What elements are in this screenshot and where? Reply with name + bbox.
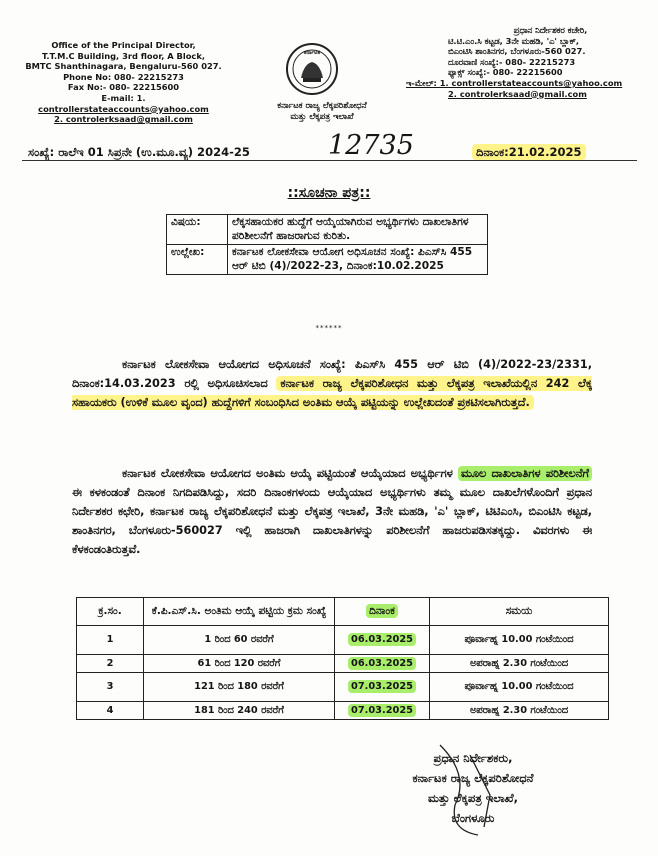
- office-email-kn-2: 2. controlerksaad@gmail.com: [448, 88, 587, 99]
- reference-key: ಉಲ್ಲೇಖ:: [167, 245, 228, 275]
- cell-time: ಪೂರ್ವಾಹ್ನ 10.00 ಗಂಟೆಯಿಂದ: [430, 626, 609, 655]
- separator-stars: ******: [315, 324, 343, 332]
- office-address-line: BMTC Shanthinagara, Bengaluru-560 027.: [25, 61, 222, 72]
- paragraph-text: ಕರ್ನಾಟಕ ಲೋಕಸೇವಾ ಆಯೋಗದ ಅಂತಿಮ ಆಯ್ಕೆ ಪಟ್ಟಿಯಂತೆ ಆಯ್ಕೆಯಾದ ಅಭ್ಯರ್ಥಿಗಳ: [122, 467, 458, 480]
- department-line: ಮತ್ತು ಲೆಕ್ಕಪತ್ರ ಇಲಾಖೆ: [290, 112, 354, 122]
- schedule-table: [76, 597, 609, 720]
- office-name: Office of the Principal Director,: [51, 40, 196, 50]
- cell-time: ಪೂರ್ವಾಹ್ನ 10.00 ಗಂಟೆಯಿಂದ: [430, 673, 609, 702]
- office-address-kn: ಬಿಎಂಟಿಸಿ ಶಾಂತಿನಗರ, ಬೆಂಗಳೂರು-560 027.: [448, 46, 586, 57]
- cell-range: 1 ರಿಂದ 60 ರವರೆಗೆ: [144, 626, 335, 655]
- handwritten-number: 12735: [328, 130, 414, 161]
- table-row: [77, 655, 609, 673]
- table-header-row: [77, 598, 609, 626]
- letter-date-value: ದಿನಾಂಕ:21.02.2025: [472, 144, 586, 160]
- divider: [22, 160, 637, 161]
- letterhead-kannada: [406, 25, 653, 99]
- col-range: ಕೆ.ಪಿ.ಎಸ್.ಸಿ. ಅಂತಿಮ ಆಯ್ಕೆ ಪಟ್ಟಿಯ ಕ್ರಮ ಸಂಖ್ಯೆ: [144, 598, 335, 626]
- office-email-label: E-mail: 1.: [101, 92, 146, 103]
- department-name: [262, 101, 382, 123]
- cell-date: 07.03.2025: [335, 673, 430, 702]
- cell-date: 06.03.2025: [335, 655, 430, 673]
- cell-time: ಅಪರಾಹ್ನ 2.30 ಗಂಟೆಯಿಂದ: [430, 655, 609, 673]
- emblem-text: ಕರ್ನಾಟಕ: [303, 50, 321, 56]
- office-fax: Fax No:- 080- 22215600: [67, 82, 180, 93]
- col-time: ಸಮಯ: [430, 598, 609, 626]
- cell-range: 121 ರಿಂದ 180 ರವರೆಗೆ: [144, 673, 335, 702]
- highlighted-text: ಮೂಲ ದಾಖಲಾತಿಗಳ ಪರಿಶೀಲನೆಗೆ: [458, 466, 592, 481]
- department-line: ಕರ್ನಾಟಕ ರಾಜ್ಯ ಲೆಕ್ಕಪರಿಶೋಧನೆ: [277, 101, 367, 111]
- cell-range: 61 ರಿಂದ 120 ರವರೆಗೆ: [144, 655, 335, 673]
- table-row: [77, 702, 609, 720]
- office-phone-kn: ದೂರವಾಣಿ ಸಂಖ್ಯೆ:- 080- 22215273: [448, 56, 576, 67]
- letterhead-english: [16, 40, 231, 125]
- page-title: ::ಸೂಚನಾ ಪತ್ರ::: [287, 185, 371, 201]
- letter-date: [472, 145, 586, 160]
- body-paragraph-2: [72, 464, 592, 559]
- office-email-1: controllerstateaccounts@yahoo.com: [38, 103, 209, 114]
- office-fax-kn: ಫ್ಯಾಕ್ಸ್ ಸಂಖ್ಯೆ:- 080- 22215600: [448, 67, 563, 78]
- signatory-dept: ಕರ್ನಾಟಕ ರಾಜ್ಯ ಲೆಕ್ಕಪರಿಶೋಧನೆ: [412, 771, 534, 785]
- cell-serial: 4: [77, 702, 144, 720]
- signature-scribble: [400, 735, 540, 845]
- state-emblem-icon: [285, 42, 339, 96]
- col-date: ದಿನಾಂಕ: [335, 598, 430, 626]
- reference-value: ಕರ್ನಾಟಕ ಲೋಕಸೇವಾ ಆಯೋಗ ಅಧಿಸೂಚನ ಸಂಖ್ಯೆ: ಪಿಎಸ್‌ಸಿ 455 ಆರ್ ಟಿಬಿ (4)/2022-23, ದಿನಾಂಕ:10.02.2025: [228, 245, 488, 275]
- subject-table: [166, 214, 488, 275]
- cell-time: ಅಪರಾಹ್ನ 2.30 ಗಂಟೆಯಿಂದ: [430, 702, 609, 720]
- office-address-kn: ಟಿ.ಟಿ.ಎಂ.ಸಿ ಕಟ್ಟಡ, 3ನೇ ಮಹಡಿ, 'ಎ' ಬ್ಲಾಕ್,: [448, 35, 580, 46]
- subject-key: ವಿಷಯ:: [167, 215, 228, 245]
- signatory-place: ಬೆಂಗಳೂರು: [451, 811, 495, 825]
- paragraph-text: ಕರ್ನಾಟಕ ಲೋಕಸೇವಾ ಆಯೋಗದ ಅಧಿಸೂಚನೆ ಸಂಖ್ಯೆ: ಪಿಎಸ್‌ಸಿ 455 ಆರ್ ಟಿಬಿ (4)/2022-23/2331, ದಿನಾಂಕ:14.03.2023 ರಲ್ಲಿ ಅಧಿಸೂಚಿಸಲಾದ: [72, 358, 592, 390]
- cell-serial: 1: [77, 626, 144, 655]
- signatory-title: ಪ್ರಧಾನ ನಿರ್ದೇಶಕರು,: [433, 751, 513, 765]
- subject-value: ಲೆಕ್ಕಸಹಾಯಕರ ಹುದ್ದೆಗೆ ಆಯ್ಕೆಯಾಗಿರುವ ಅಭ್ಯರ್ಥಿಗಳು ದಾಖಲಾತಿಗಳ ಪರಿಶೀಲನೆಗೆ ಹಾಜರಾಗುವ ಕುರಿತು.: [228, 215, 488, 245]
- cell-date: 07.03.2025: [335, 702, 430, 720]
- office-email-kn: ಇ-ಮೇಲ್: 1. controllerstateaccounts@yahoo.com: [406, 77, 623, 88]
- office-name-kn: ಪ್ರಧಾನ ನಿರ್ದೇಶಕರ ಕಚೇರಿ,: [513, 25, 588, 35]
- cell-range: 181 ರಿಂದ 240 ರವರೆಗೆ: [144, 702, 335, 720]
- office-address-line: T.T.M.C Building, 3rd floor, A Block,: [42, 50, 205, 61]
- office-email-2: 2. controlerksaad@gmail.com: [54, 114, 193, 125]
- col-serial: ಕ್ರ.ಸಂ.: [77, 598, 144, 626]
- reference-row: [167, 245, 488, 275]
- signatory-dept: ಮತ್ತು ಲೆಕ್ಕಪತ್ರ ಇಲಾಖೆ,: [428, 791, 518, 805]
- office-phone: Phone No: 080- 22215273: [63, 71, 184, 82]
- reference-number: ಸಂಖ್ಯೆ: ರಾಲೆಇ 01 ಸಿಪ್ರನೇ (ಉ.ಮೂ.ವ್ಯ) 2024-25: [28, 145, 250, 159]
- cell-serial: 3: [77, 673, 144, 702]
- table-row: [77, 673, 609, 702]
- cell-date: 06.03.2025: [335, 626, 430, 655]
- table-row: [77, 626, 609, 655]
- paragraph-text: ಈ ಕಳಕಂಡಂತೆ ದಿನಾಂಕ ನಿಗದಿಪಡಿಸಿದ್ದು, ಸದರಿ ದಿನಾಂಕಗಳಂದು ಆಯ್ಕೆಯಾದ ಅಭ್ಯರ್ಥಿಗಳು ತಮ್ಮ ಮೂಲ ದಾಖಲೆಗಳೊಂದಿಗೆ ಪ್ರಧಾನ ನಿರ್ದೇಶಕರ ಕಛೇರಿ, ಕರ್ನಾಟಕ ರಾಜ್ಯ ಲೆಕ್ಕಪರಿಶೋಧನೆ ಮತ್ತು ಲೆಕ್ಕಪತ್ರ ಇಲಾಖೆ, 3ನೇ ಮಹಡಿ, 'ಎ' ಬ್ಲಾಕ್, ಟಿಟಿಎಂಸಿ, ಬಿಎಂಟಿಸಿ ಕಟ್ಟಡ, ಶಾಂತಿನಗರ, ಬೆಂಗಳೂರು-560027 ಇಲ್ಲಿ ಹಾಜರಾಗಿ ದಾಖಲಾತಿಗಳನ್ನು ಪರಿಶೀಲನೆಗೆ ಹಾಜರುಪಡಿಸತಕ್ಕದ್ದು. ವಿವರಗಳು ಈ ಕೆಳಕಂಡಂತಿರುತ್ತವೆ.: [72, 486, 592, 556]
- highlighted-text: ಕರ್ನಾಟಕ ರಾಜ್ಯ ಲೆಕ್ಕಪರಿಶೋಧನ ಮತ್ತು ಲೆಕ್ಕಪತ್ರ ಇಲಾಖೆಯಲ್ಲಿನ 242 ಲೆಕ್ಕ ಸಹಾಯಕರು (ಉಳಿಕೆ ಮೂಲ ವೃಂದ) ಹುದ್ದೆಗಳಿಗೆ ಸಂಬಂಧಿಸಿದ ಅಂತಿಮ ಆಯ್ಕೆ ಪಟ್ಟಿಯನ್ನು ಉಲ್ಲೇಖದಂತೆ ಪ್ರಕಟಿಸಲಾಗಿರುತ್ತದೆ.: [72, 377, 592, 409]
- subject-row: [167, 215, 488, 245]
- cell-serial: 2: [77, 655, 144, 673]
- body-paragraph-1: [72, 355, 592, 412]
